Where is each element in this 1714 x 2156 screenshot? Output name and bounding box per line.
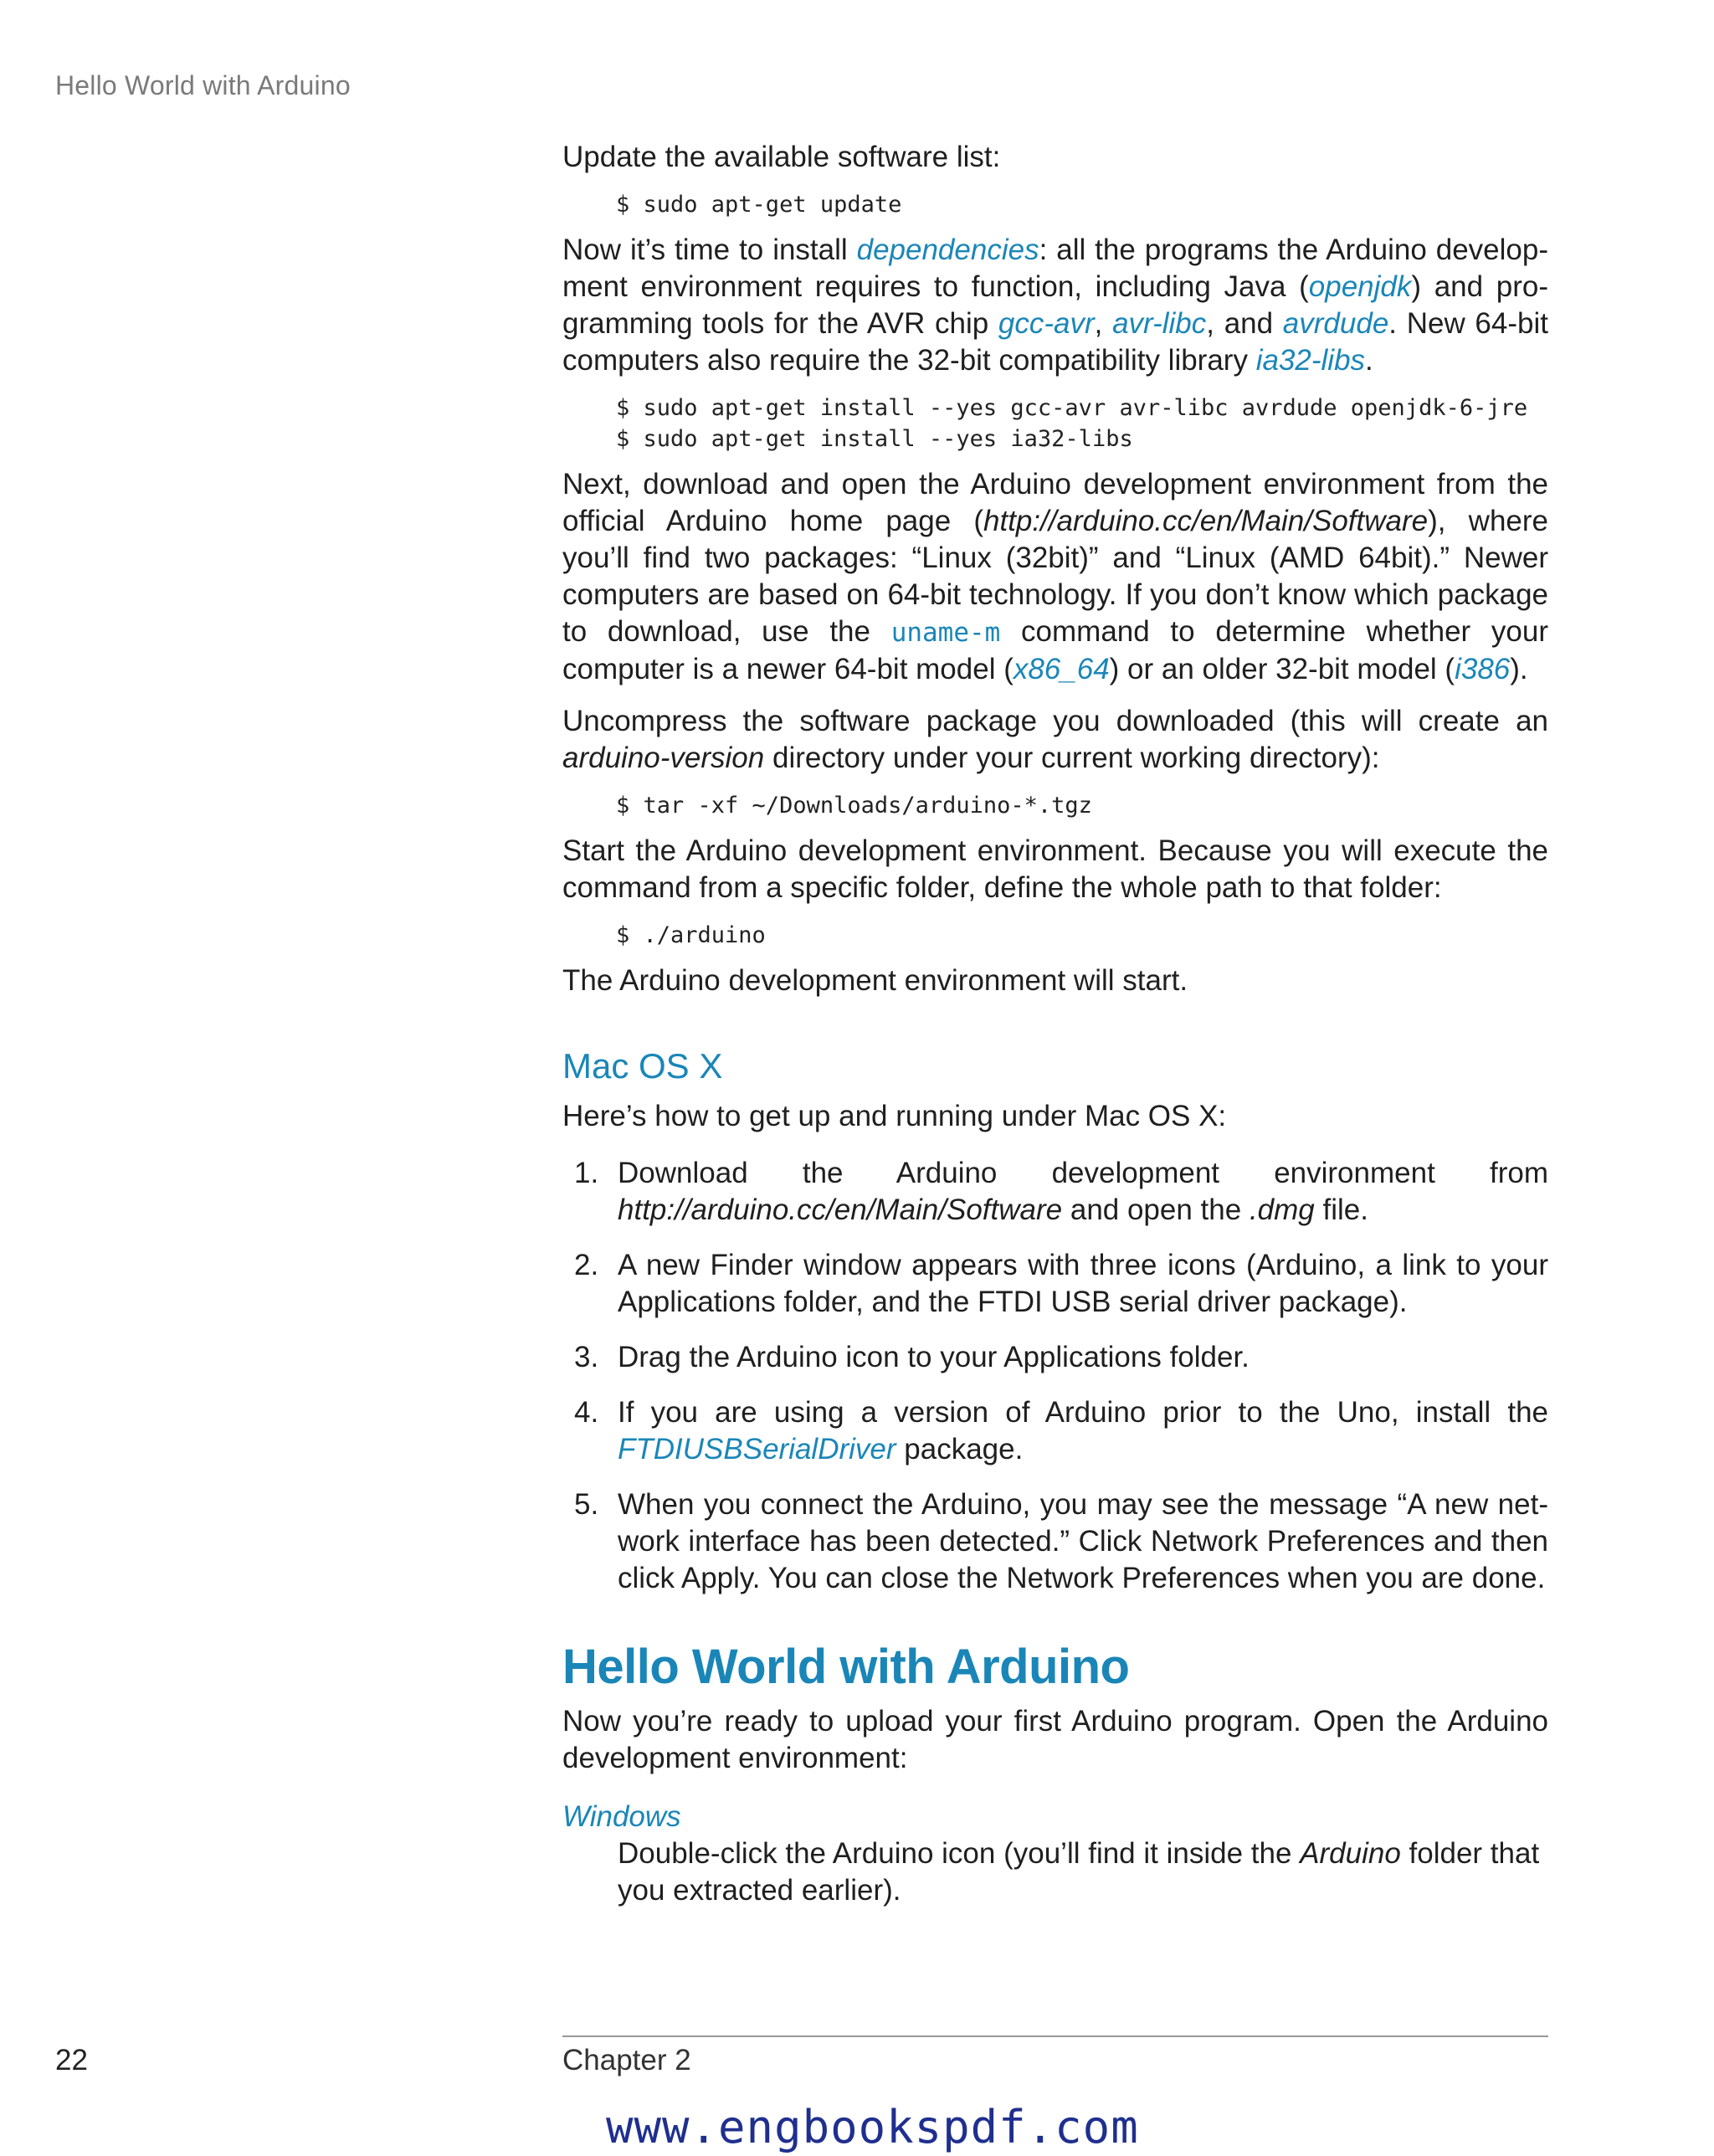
link-ia32-libs[interactable]: ia32-libs <box>1255 344 1366 377</box>
page-number: 22 <box>55 2044 88 2076</box>
paragraph-will-start: The Arduino development environment will start. <box>562 964 1188 997</box>
chapter-label: Chapter 2 <box>562 2044 691 2076</box>
running-head: Hello World with Arduino <box>55 70 351 100</box>
list-item: 4. If you are using a version of Arduino prior to the Uno, install the FTDIUSBSerialDriver package. <box>574 1396 1548 1466</box>
paragraph-hello-intro: Now you’re ready to upload your first Arduino program. Open the Arduino development environment: <box>562 1705 1548 1774</box>
footer-rule <box>562 2035 1548 2037</box>
link-dependencies[interactable]: dependencies <box>856 234 1039 266</box>
code-run-arduino: $ ./arduino <box>616 922 766 948</box>
link-gcc-avr[interactable]: gcc-avr <box>998 307 1095 340</box>
list-item: 1. Download the Arduino development environment from http://arduino.cc/en/Main/Software and open the .dmg file. <box>574 1157 1548 1226</box>
definition-windows: Double-click the Arduino icon (you’ll find it inside the Arduino folder that you extracted earlier). <box>618 1837 1540 1907</box>
watermark: www.engbookspdf.com <box>606 2101 1139 2153</box>
paragraph-dependencies: Now it’s time to install dependencies: all the programs the Arduino development environment requires to function, including Java (openjdk) and programming tools for the AVR chip gcc-avr, avr-libc, and avrdude. New 64-bit computers also require the 32-bit compatibility library ia32-libs. <box>562 234 1549 377</box>
link-avr-libc[interactable]: avr-libc <box>1112 307 1207 340</box>
list-item: 5. When you connect the Arduino, you may see the message “A new network interface has been detected.” Click Network Preferences and then click Apply. You can close the Network Preferences when you are done. <box>574 1488 1548 1594</box>
code-line: $ sudo apt-get install --yes ia32-libs <box>616 426 1133 452</box>
link-avrdude[interactable]: avrdude <box>1282 307 1389 340</box>
paragraph-download: Next, download and open the Arduino development environment from the official Arduino home page (http://arduino.cc/en/Main/Software), where you’ll find two packages: “Linux (32bit)” and “Linux (AMD 64bit).” Newer computers are based on 64-bit technology. If you don’t know which package to download, use the uname-m command to determine whether your computer is a newer 64-bit model (x86_64) or an older 32-bit model (i386). <box>562 468 1548 685</box>
code-apt-update: $ sudo apt-get update <box>616 192 902 218</box>
list-item: 2. A new Finder window appears with three icons (Arduino, a link to your Applications folder, and the FTDI USB serial driver package). <box>574 1249 1548 1318</box>
code-line: $ sudo apt-get install --yes gcc-avr avr-libc avrdude openjdk-6-jre <box>616 395 1528 421</box>
paragraph-uncompress: Uncompress the software package you downloaded (this will create an arduino-version directory under your current working directory): <box>562 705 1548 774</box>
arduino-version-dir: arduino-version <box>562 742 765 774</box>
paragraph-start: Start the Arduino development environment. Because you will execute the command from a specific folder, define the whole path to that folder: <box>562 834 1548 904</box>
main-column <box>562 139 1548 1909</box>
link-openjdk[interactable]: openjdk <box>1308 270 1412 303</box>
heading-hello-world: Hello World with Arduino <box>562 1640 1130 1694</box>
link-i386[interactable]: i386 <box>1455 653 1511 685</box>
paragraph-mac-intro: Here’s how to get up and running under Mac OS X: <box>562 1100 1227 1132</box>
term-windows: Windows <box>562 1800 681 1833</box>
code-apt-install <box>562 393 1548 454</box>
paragraph-update: Update the available software list: <box>562 141 1001 173</box>
heading-mac-os-x: Mac OS X <box>562 1046 723 1086</box>
software-url: http://arduino.cc/en/Main/Software <box>983 505 1429 537</box>
uname-command: uname-m <box>890 618 1001 648</box>
list-item: 3. Drag the Arduino icon to your Applications folder. <box>574 1341 1250 1373</box>
code-tar: $ tar -xf ~/Downloads/arduino-*.tgz <box>616 793 1092 819</box>
software-url: http://arduino.cc/en/Main/Software <box>618 1194 1063 1226</box>
link-x86-64[interactable]: x86_64 <box>1013 653 1110 685</box>
link-ftdi-driver[interactable]: FTDIUSBSerialDriver <box>618 1433 896 1466</box>
mac-steps-list <box>562 1155 1548 1597</box>
